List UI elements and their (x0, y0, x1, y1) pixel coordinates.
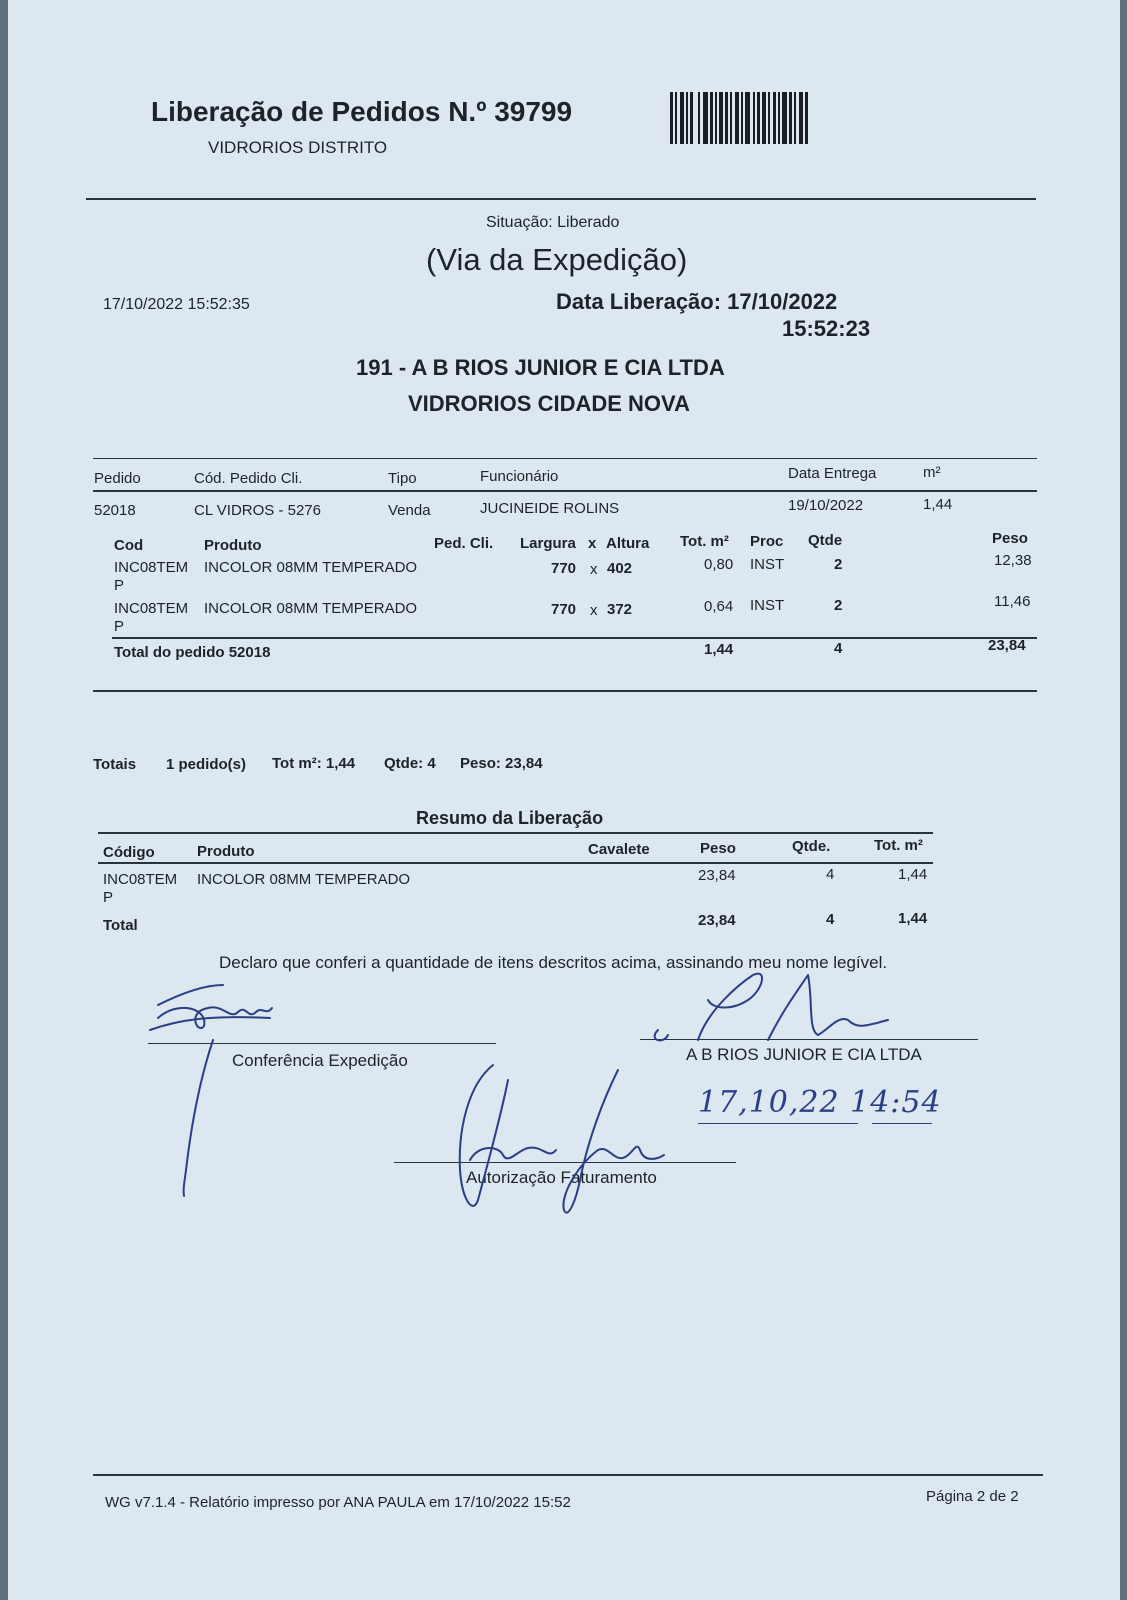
items-col-tot-m2: Tot. m² (680, 533, 729, 550)
col-cod-pedido-cli: Cód. Pedido Cli. (194, 470, 303, 487)
footer-page: Página 2 de 2 (926, 1488, 1019, 1505)
items-total-peso: 23,84 (988, 637, 1026, 654)
resumo-row-qtde: 4 (826, 866, 835, 883)
item-1-largura: 770 (551, 560, 577, 577)
resumo-row-codigo: INC08TEM (103, 871, 178, 888)
col-tipo: Tipo (388, 470, 417, 487)
order-tipo: Venda (388, 502, 431, 519)
item-2-altura: 372 (607, 601, 633, 618)
totais-qtde: Qtde: 4 (384, 755, 436, 772)
data-liberacao: Data Liberação: 17/10/2022 (556, 289, 838, 314)
item-2-qtde: 2 (834, 597, 843, 614)
resumo-title: Resumo da Liberação (416, 808, 604, 828)
autorizacao-label: Autorização Faturamento (466, 1168, 657, 1187)
handwritten-signatures (8, 0, 1120, 1600)
resumo-col-cavalete: Cavalete (588, 841, 650, 858)
order-data-entrega: 19/10/2022 (788, 497, 864, 514)
item-2-cod-wrap: P (114, 618, 125, 635)
situacao: Situação: Liberado (486, 214, 620, 231)
item-2-produto: INCOLOR 08MM TEMPERADO (204, 600, 418, 617)
items-col-altura: Altura (606, 535, 650, 552)
resumo-col-produto: Produto (197, 843, 255, 860)
col-funcionario: Funcionário (480, 468, 559, 485)
resumo-row-peso: 23,84 (698, 867, 736, 884)
item-2-x: x (590, 602, 598, 619)
order-pedido: 52018 (94, 502, 136, 519)
company-name: VIDRORIOS DISTRITO (208, 138, 388, 157)
conferencia-signature (150, 985, 272, 1196)
document-page (8, 0, 1120, 1600)
item-1-cod-wrap: P (114, 577, 125, 594)
item-2-largura: 770 (551, 601, 577, 618)
totais-label: Totais (93, 756, 137, 773)
client-branch: VIDRORIOS CIDADE NOVA (408, 391, 690, 416)
declaration-text: Declaro que conferi a quantidade de itens descritos acima, assinando meu nome legível. (219, 953, 888, 972)
item-2-peso: 11,46 (994, 593, 1031, 610)
company-sign-label: A B RIOS JUNIOR E CIA LTDA (686, 1045, 922, 1064)
resumo-col-qtde: Qtde. (792, 838, 831, 855)
document-title: Liberação de Pedidos N.º 39799 (151, 96, 573, 127)
print-datetime: 17/10/2022 15:52:35 (103, 296, 250, 313)
resumo-total-m2: 1,44 (898, 910, 928, 927)
items-col-produto: Produto (204, 537, 262, 554)
item-1-peso: 12,38 (994, 552, 1032, 569)
totais-m2: Tot m²: 1,44 (272, 755, 356, 772)
item-2-proc: INST (750, 597, 785, 614)
data-liberacao-time: 15:52:23 (782, 316, 871, 341)
item-1-x: x (590, 561, 598, 578)
items-total-label: Total do pedido 52018 (114, 644, 271, 661)
items-col-largura: Largura (520, 535, 576, 552)
resumo-total-label: Total (103, 917, 138, 934)
resumo-col-tot-m2: Tot. m² (874, 837, 923, 854)
totais-pedidos: 1 pedido(s) (166, 756, 247, 773)
item-1-proc: INST (750, 556, 785, 573)
item-2-tot-m2: 0,64 (704, 598, 734, 615)
resumo-total-qtde: 4 (826, 911, 835, 928)
order-funcionario: JUCINEIDE ROLINS (480, 500, 620, 517)
item-1-produto: INCOLOR 08MM TEMPERADO (204, 559, 418, 576)
resumo-total-peso: 23,84 (698, 912, 736, 929)
handwritten-date: 17,10,22 14:54 (698, 1085, 942, 1120)
resumo-row-produto: INCOLOR 08MM TEMPERADO (197, 871, 411, 888)
col-pedido: Pedido (94, 470, 141, 487)
item-2-cod: INC08TEM (114, 600, 189, 617)
company-signature (655, 974, 888, 1041)
order-cod-pedido-cli: CL VIDROS - 5276 (194, 502, 321, 519)
resumo-col-peso: Peso (700, 840, 736, 857)
resumo-col-codigo: Código (103, 844, 155, 861)
footer-left: WG v7.1.4 - Relatório impresso por ANA PAULA em 17/10/2022 15:52 (105, 1494, 571, 1511)
items-col-x: x (588, 535, 597, 552)
item-1-altura: 402 (607, 560, 633, 577)
totais-peso: Peso: 23,84 (460, 755, 543, 772)
via-label: (Via da Expedição) (426, 242, 688, 277)
items-col-cod: Cod (114, 537, 144, 554)
items-col-qtde: Qtde (808, 532, 843, 549)
order-m2: 1,44 (923, 496, 953, 513)
item-1-tot-m2: 0,80 (704, 556, 734, 573)
items-col-proc: Proc (750, 533, 784, 550)
col-m2: m² (923, 464, 941, 481)
items-col-peso: Peso (992, 530, 1028, 547)
col-data-entrega: Data Entrega (788, 465, 877, 482)
footer-divider (93, 1474, 1043, 1476)
resumo-row-codigo-wrap: P (103, 889, 114, 906)
client-name: 191 - A B RIOS JUNIOR E CIA LTDA (356, 355, 725, 380)
conferencia-label: Conferência Expedição (232, 1051, 408, 1070)
items-col-ped-cli: Ped. Cli. (434, 535, 494, 552)
items-total-m2: 1,44 (704, 641, 734, 658)
item-1-qtde: 2 (834, 556, 843, 573)
items-total-qtde: 4 (834, 640, 843, 657)
item-1-cod: INC08TEM (114, 559, 189, 576)
autorizacao-signature (460, 1065, 664, 1213)
resumo-row-tot-m2: 1,44 (898, 866, 928, 883)
